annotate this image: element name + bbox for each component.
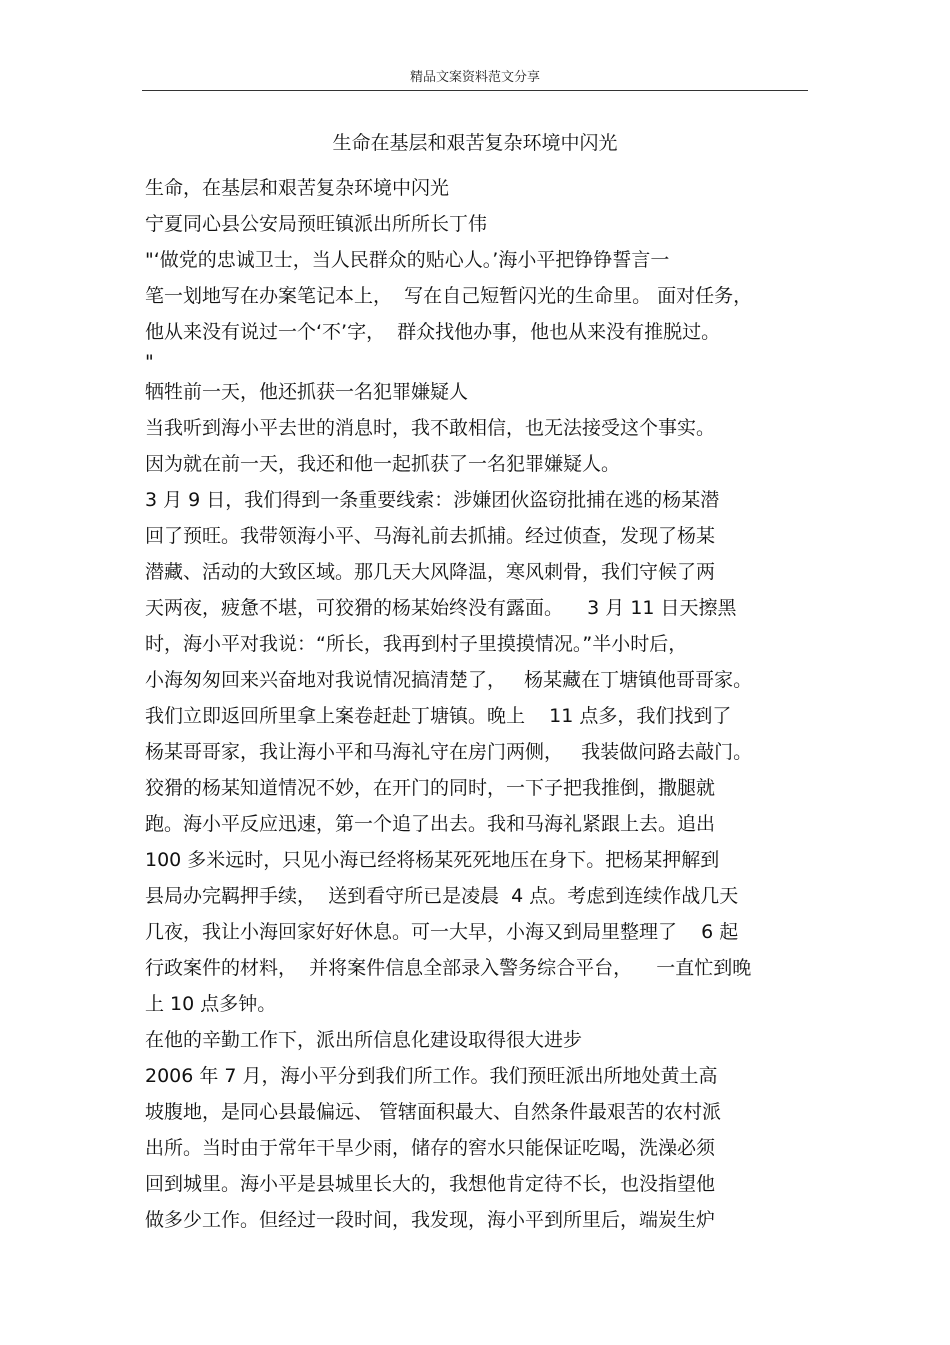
page-header: 精品文案资料范文分享	[409, 70, 540, 85]
body-line: 回到城里。海小平是县城里长大的，我想他肯定待不长，也没指望他	[145, 1173, 716, 1195]
section-heading: 牺牲前一天，他还抓获一名犯罪嫌疑人	[145, 381, 469, 403]
body-line: 3 月 9 日，我们得到一条重要线索：涉嫌团伙盗窃批捕在逃的杨某潜	[145, 489, 720, 511]
body-line: 跑。海小平反应迅速，第一个追了出去。我和马海礼紧跟上去。追出	[145, 813, 716, 835]
body-line: 上 10 点多钟。	[145, 993, 277, 1015]
body-line: 坡腹地，是同心县最偏远、 管辖面积最大、自然条件最艰苦的农村派	[145, 1101, 722, 1123]
body-line: "	[145, 351, 154, 373]
section-heading: 在他的辛勤工作下，派出所信息化建设取得很大进步	[145, 1029, 583, 1051]
document-title: 生命在基层和艰苦复杂环境中闪光	[332, 132, 618, 154]
body-line: 小海匆匆回来兴奋地对我说情况搞清楚了， 杨某藏在丁塘镇他哥哥家。	[145, 669, 753, 691]
body-line: 狡猾的杨某知道情况不妙，在开门的同时，一下子把我推倒，撒腿就	[145, 777, 716, 799]
body-line: 杨某哥哥家，我让海小平和马海礼守在房门两侧， 我装做问路去敲门。	[145, 741, 753, 763]
body-line: 100 多米远时，只见小海已经将杨某死死地压在身下。把杨某押解到	[145, 849, 720, 871]
body-line: 笔一划地写在办案笔记本上， 写在自己短暂闪光的生命里。 面对任务，	[145, 285, 753, 307]
body-line: 他从来没有说过一个‘不’字， 群众找他办事，他也从来没有推脱过。	[145, 321, 721, 343]
body-line: 行政案件的材料， 并将案件信息全部录入警务综合平台， 一直忙到晚	[145, 957, 752, 979]
body-line: 县局办完羁押手续， 送到看守所已是凌晨 4 点。考虑到连续作战几天	[145, 885, 739, 907]
body-line: 回了预旺。我带领海小平、马海礼前去抓捕。经过侦查，发现了杨某	[145, 525, 716, 547]
body-line: 当我听到海小平去世的消息时，我不敢相信，也无法接受这个事实。	[145, 417, 716, 439]
body-line: "‘做党的忠诚卫士，当人民群众的贴心人。’海小平把铮铮誓言一	[145, 249, 670, 271]
body-line: 几夜，我让小海回家好好休息。可一大早，小海又到局里整理了 6 起	[145, 921, 739, 943]
body-line: 2006 年 7 月，海小平分到我们所工作。我们预旺派出所地处黄土高	[145, 1065, 718, 1087]
body-line: 生命，在基层和艰苦复杂环境中闪光	[145, 177, 450, 199]
body-line: 因为就在前一天，我还和他一起抓获了一名犯罪嫌疑人。	[145, 453, 621, 475]
body-line: 出所。当时由于常年干旱少雨，储存的窖水只能保证吃喝，洗澡必须	[145, 1137, 716, 1159]
header-divider	[142, 90, 808, 91]
body-line: 做多少工作。但经过一段时间，我发现，海小平到所里后，端炭生炉	[145, 1209, 716, 1231]
body-line: 天两夜，疲惫不堪，可狡猾的杨某始终没有露面。 3 月 11 日天擦黑	[145, 597, 737, 619]
body-line: 潜藏、活动的大致区域。那几天大风降温，寒风刺骨，我们守候了两	[145, 561, 716, 583]
body-line: 我们立即返回所里拿上案卷赶赴丁塘镇。晚上 11 点多，我们找到了	[145, 705, 732, 727]
document-body	[145, 170, 815, 1238]
body-line: 宁夏同心县公安局预旺镇派出所所长丁伟	[145, 213, 488, 235]
body-line: 时，海小平对我说：“所长，我再到村子里摸摸情况。”半小时后，	[145, 633, 688, 655]
